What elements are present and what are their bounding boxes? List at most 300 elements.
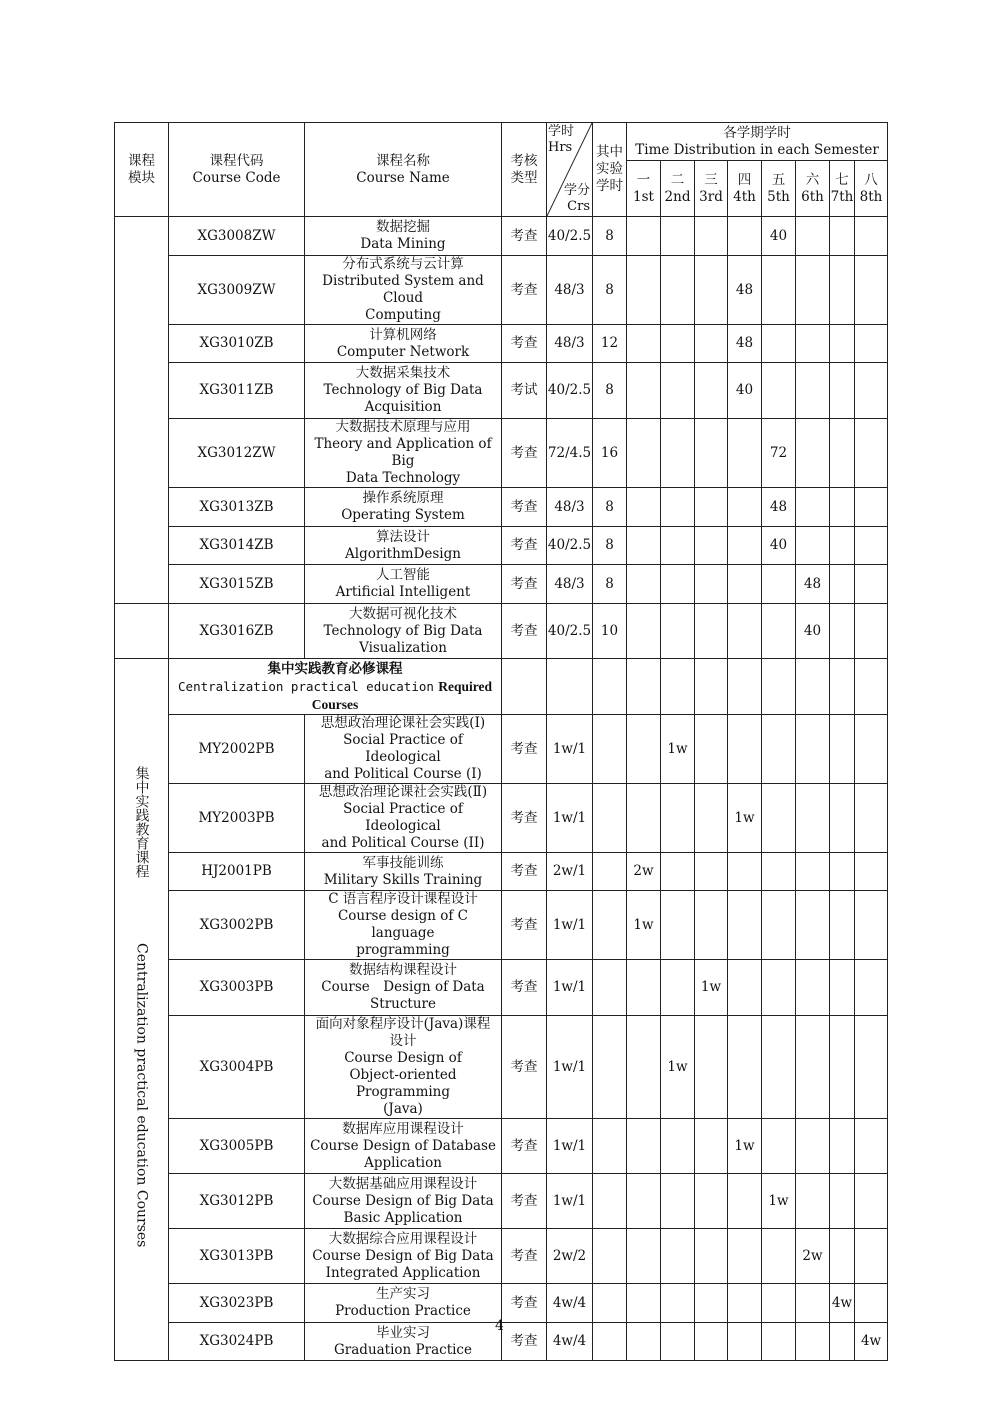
semester-hours xyxy=(830,256,855,325)
semester-hours xyxy=(661,1229,695,1284)
course-name-line: 大数据综合应用课程设计 xyxy=(328,1230,478,1247)
hours-credits: 1w/1 xyxy=(547,1119,593,1174)
semester-hours xyxy=(855,604,888,659)
course-code: HJ2001PB xyxy=(169,853,305,891)
semester-hours xyxy=(855,256,888,325)
semester-hours xyxy=(695,488,728,527)
semester-hours xyxy=(830,1119,855,1174)
semester-hours: 40 xyxy=(796,604,830,659)
hours-credits: 1w/1 xyxy=(547,715,593,784)
section-title-en xyxy=(169,678,501,696)
course-name-line: Course Design of xyxy=(344,1050,462,1066)
course-code: MY2003PB xyxy=(169,784,305,853)
semester-hours: 72 xyxy=(762,419,796,488)
table-row xyxy=(115,325,888,363)
semester-hours xyxy=(830,604,855,659)
course-code: XG3002PB xyxy=(169,891,305,960)
course-name-line: Technology of Big Data xyxy=(323,622,483,639)
semester-hours xyxy=(661,363,695,419)
semester-hours: 4w xyxy=(830,1284,855,1323)
assessment-type: 考查 xyxy=(502,960,547,1016)
semester-hours xyxy=(627,565,661,604)
lab-hours: 8 xyxy=(593,488,627,527)
course-name-line: Production Practice xyxy=(335,1303,471,1319)
hours-credits: 40/2.5 xyxy=(547,217,593,256)
course-name-line: 大数据可视化技术 xyxy=(349,605,457,622)
assessment-type: 考查 xyxy=(502,1284,547,1323)
assessment-type: 考查 xyxy=(502,217,547,256)
hours-credits: 48/3 xyxy=(547,565,593,604)
semester-hours xyxy=(627,419,661,488)
course-name-line: Application xyxy=(364,1154,442,1171)
header-semester: 一 1st xyxy=(627,161,661,217)
module-practical-education xyxy=(115,659,169,1361)
hours-credits: 4w/4 xyxy=(547,1284,593,1323)
header-semester: 七 7th xyxy=(830,161,855,217)
semester-hours xyxy=(661,784,695,853)
semester-hours xyxy=(661,1284,695,1323)
header-semester: 四 4th xyxy=(728,161,762,217)
semester-hours xyxy=(796,1016,830,1119)
assessment-type: 考查 xyxy=(502,256,547,325)
course-name-line: Course Design of Big Data xyxy=(312,1192,494,1209)
semester-hours xyxy=(661,256,695,325)
semester-hours xyxy=(796,527,830,565)
semester-hours xyxy=(796,891,830,960)
course-name xyxy=(305,1119,502,1174)
course-code: XG3009ZW xyxy=(169,256,305,325)
semester-hours xyxy=(762,1284,796,1323)
hours-credits: 2w/2 xyxy=(547,1229,593,1284)
table-row xyxy=(115,960,888,1016)
course-code: XG3015ZB xyxy=(169,565,305,604)
semester-hours: 48 xyxy=(728,325,762,363)
semester-hours xyxy=(728,853,762,891)
semester-hours xyxy=(728,891,762,960)
course-name-line: 大数据技术原理与应用 xyxy=(335,419,471,435)
course-name xyxy=(305,1229,502,1284)
semester-hours xyxy=(855,891,888,960)
semester-hours xyxy=(796,1119,830,1174)
course-name-line: 数据挖掘 xyxy=(376,219,430,235)
course-code: XG3004PB xyxy=(169,1016,305,1119)
semester-hours xyxy=(627,217,661,256)
course-code: XG3011ZB xyxy=(169,363,305,419)
lab-hours xyxy=(593,1284,627,1323)
semester-hours xyxy=(627,1229,661,1284)
semester-hours xyxy=(695,715,728,784)
semester-hours: 48 xyxy=(762,488,796,527)
semester-hours xyxy=(830,419,855,488)
header-course-code: 课程代码 Course Code xyxy=(169,123,305,217)
semester-hours: 1w xyxy=(661,715,695,784)
course-name xyxy=(305,488,502,527)
semester-hours xyxy=(855,1016,888,1119)
header-semester: 五 5th xyxy=(762,161,796,217)
semester-hours xyxy=(762,325,796,363)
semester-hours: 4w xyxy=(855,1323,888,1361)
assessment-type: 考查 xyxy=(502,715,547,784)
assessment-type: 考查 xyxy=(502,527,547,565)
semester-hours xyxy=(855,488,888,527)
lab-hours xyxy=(593,1016,627,1119)
course-name xyxy=(305,715,502,784)
semester-hours xyxy=(627,1119,661,1174)
lab-hours xyxy=(593,715,627,784)
semester-hours xyxy=(796,715,830,784)
table-row xyxy=(115,715,888,784)
assessment-type: 考查 xyxy=(502,325,547,363)
semester-hours xyxy=(728,527,762,565)
module-label-zh: 集中实践教育课程 xyxy=(133,766,150,879)
section-row xyxy=(115,659,888,715)
semester-hours xyxy=(661,891,695,960)
semester-hours xyxy=(695,325,728,363)
hours-credits: 2w/1 xyxy=(547,853,593,891)
course-name-line: Theory and Application of Big xyxy=(314,436,492,469)
course-name xyxy=(305,256,502,325)
table-row xyxy=(115,891,888,960)
header-semester: 二 2nd xyxy=(661,161,695,217)
semester-hours xyxy=(762,891,796,960)
lab-hours: 8 xyxy=(593,217,627,256)
lab-hours: 16 xyxy=(593,419,627,488)
table-row xyxy=(115,1174,888,1229)
semester-hours: 40 xyxy=(762,217,796,256)
course-code: XG3014ZB xyxy=(169,527,305,565)
section-title-en-regular: Centralization practical education xyxy=(178,678,434,694)
table-body xyxy=(115,217,888,1361)
hours-credits: 40/2.5 xyxy=(547,527,593,565)
semester-hours xyxy=(728,1174,762,1229)
course-name-line: 人工智能 xyxy=(376,567,430,583)
course-name-line: Course Design of Database xyxy=(310,1137,496,1154)
semester-hours xyxy=(728,1016,762,1119)
lab-hours: 8 xyxy=(593,527,627,565)
semester-hours xyxy=(796,1284,830,1323)
course-code: XG3013ZB xyxy=(169,488,305,527)
semester-hours xyxy=(762,256,796,325)
table-row xyxy=(115,1119,888,1174)
assessment-type: 考查 xyxy=(502,853,547,891)
course-name-line: Computer Network xyxy=(336,343,470,360)
course-code: XG3010ZB xyxy=(169,325,305,363)
assessment-type: 考查 xyxy=(502,1174,547,1229)
section-title-en-bold: Required xyxy=(438,678,492,694)
module-label-en: Centralization practical education Courses xyxy=(133,943,150,1248)
course-name-line: 面向对象程序设计(Java)课程 xyxy=(315,1016,491,1032)
hours-credits: 48/3 xyxy=(547,488,593,527)
empty-cell xyxy=(762,659,796,715)
course-name-line: Data Technology xyxy=(345,470,461,486)
table-row xyxy=(115,217,888,256)
table-row xyxy=(115,1229,888,1284)
semester-hours xyxy=(855,715,888,784)
course-name-line: 生产实习 xyxy=(376,1286,430,1302)
course-name-line: Visualization xyxy=(359,639,447,656)
hours-credits: 4w/4 xyxy=(547,1323,593,1361)
semester-hours xyxy=(762,604,796,659)
empty-cell xyxy=(661,659,695,715)
semester-hours xyxy=(796,1174,830,1229)
semester-hours xyxy=(855,784,888,853)
semester-hours: 1w xyxy=(695,960,728,1016)
lab-hours: 8 xyxy=(593,363,627,419)
course-name-line: 思想政治理论课社会实践(Ⅰ) xyxy=(320,715,486,731)
course-name xyxy=(305,1016,502,1119)
course-name-line: 数据库应用课程设计 xyxy=(342,1120,464,1137)
course-name-line: Object-oriented Programming xyxy=(349,1067,457,1100)
course-name xyxy=(305,604,502,659)
semester-hours xyxy=(796,325,830,363)
semester-hours xyxy=(661,604,695,659)
course-code: XG3016ZB xyxy=(169,604,305,659)
semester-hours xyxy=(796,363,830,419)
semester-hours xyxy=(855,363,888,419)
assessment-type: 考查 xyxy=(502,604,547,659)
semester-hours xyxy=(627,1284,661,1323)
course-name xyxy=(305,1174,502,1229)
semester-hours xyxy=(728,217,762,256)
course-code: XG3008ZW xyxy=(169,217,305,256)
semester-hours xyxy=(627,960,661,1016)
assessment-type: 考查 xyxy=(502,488,547,527)
header-assessment-type: 考核 类型 xyxy=(502,123,547,217)
hours-credits: 40/2.5 xyxy=(547,604,593,659)
semester-hours xyxy=(728,488,762,527)
table-row xyxy=(115,1284,888,1323)
semester-hours xyxy=(830,891,855,960)
semester-hours: 1w xyxy=(627,891,661,960)
assessment-type: 考查 xyxy=(502,565,547,604)
semester-hours xyxy=(796,419,830,488)
semester-hours xyxy=(695,1119,728,1174)
hours-credits: 40/2.5 xyxy=(547,363,593,419)
semester-hours xyxy=(855,1174,888,1229)
empty-cell xyxy=(855,659,888,715)
semester-hours xyxy=(695,853,728,891)
empty-cell xyxy=(695,659,728,715)
empty-cell xyxy=(830,659,855,715)
course-code: XG3023PB xyxy=(169,1284,305,1323)
semester-hours xyxy=(695,1229,728,1284)
curriculum-table xyxy=(114,122,888,1361)
course-name-line: Basic Application xyxy=(343,1209,463,1226)
semester-hours xyxy=(661,419,695,488)
semester-hours: 40 xyxy=(762,527,796,565)
semester-hours xyxy=(796,217,830,256)
course-name-line: 毕业实习 xyxy=(376,1324,430,1341)
semester-hours xyxy=(695,363,728,419)
course-name-line: 军事技能训练 xyxy=(362,854,444,871)
course-name-line: Acquisition xyxy=(364,399,442,415)
semester-hours xyxy=(855,419,888,488)
hours-credits: 1w/1 xyxy=(547,1174,593,1229)
course-name-line: Structure xyxy=(370,996,436,1012)
header-semester: 六 6th xyxy=(796,161,830,217)
course-name-line: 分布式系统与云计算 xyxy=(342,256,464,272)
semester-hours xyxy=(830,363,855,419)
course-code: XG3012PB xyxy=(169,1174,305,1229)
course-name xyxy=(305,325,502,363)
course-name-line: Operating System xyxy=(341,507,465,523)
hours-credits: 48/3 xyxy=(547,325,593,363)
course-name-line: Artificial Intelligent xyxy=(335,584,471,600)
header-lab-hours: 其中 实验 学时 xyxy=(593,123,627,217)
semester-hours xyxy=(762,1229,796,1284)
semester-hours xyxy=(796,960,830,1016)
assessment-type: 考查 xyxy=(502,1016,547,1119)
assessment-type: 考查 xyxy=(502,891,547,960)
semester-hours xyxy=(830,1174,855,1229)
empty-cell xyxy=(593,659,627,715)
table-row xyxy=(115,853,888,891)
lab-hours xyxy=(593,1174,627,1229)
semester-hours xyxy=(728,419,762,488)
semester-hours xyxy=(627,527,661,565)
semester-hours xyxy=(830,565,855,604)
lab-hours xyxy=(593,784,627,853)
semester-hours: 1w xyxy=(728,784,762,853)
semester-hours xyxy=(627,784,661,853)
semester-hours xyxy=(661,527,695,565)
semester-hours xyxy=(695,565,728,604)
semester-hours xyxy=(695,1174,728,1229)
table-row xyxy=(115,784,888,853)
module-cell xyxy=(115,217,169,604)
lab-hours: 8 xyxy=(593,565,627,604)
semester-hours xyxy=(695,217,728,256)
assessment-type: 考查 xyxy=(502,419,547,488)
course-name-line: programming xyxy=(356,942,450,958)
semester-hours xyxy=(762,960,796,1016)
semester-hours xyxy=(855,1119,888,1174)
semester-hours xyxy=(627,488,661,527)
course-name xyxy=(305,891,502,960)
assessment-type: 考查 xyxy=(502,1119,547,1174)
header-hours-credits: 学时 Hrs 学分 Crs xyxy=(547,123,593,217)
course-name-line: Social Practice of Ideological xyxy=(343,732,463,765)
semester-hours xyxy=(762,784,796,853)
semester-hours xyxy=(855,527,888,565)
lab-hours xyxy=(593,1119,627,1174)
table-row xyxy=(115,527,888,565)
semester-hours xyxy=(830,325,855,363)
semester-hours xyxy=(762,1119,796,1174)
course-name-line: and Political Course (I) xyxy=(324,766,482,782)
course-code: XG3005PB xyxy=(169,1119,305,1174)
course-name-line: Distributed System and Cloud xyxy=(322,273,484,306)
semester-hours xyxy=(830,488,855,527)
semester-hours xyxy=(762,363,796,419)
semester-hours: 48 xyxy=(796,565,830,604)
header-semester: 八 8th xyxy=(855,161,888,217)
course-name-line: Technology of Big Data xyxy=(323,382,483,398)
semester-hours xyxy=(728,1229,762,1284)
course-name xyxy=(305,419,502,488)
semester-hours xyxy=(695,891,728,960)
lab-hours xyxy=(593,853,627,891)
course-name-line: C 语言程序设计课程设计 xyxy=(328,891,478,907)
semester-hours xyxy=(830,784,855,853)
course-name-line: (Java) xyxy=(383,1101,423,1117)
semester-hours xyxy=(627,325,661,363)
semester-hours xyxy=(796,853,830,891)
semester-hours xyxy=(661,488,695,527)
assessment-type: 考查 xyxy=(502,1323,547,1361)
semester-hours xyxy=(762,715,796,784)
semester-hours xyxy=(695,784,728,853)
semester-hours xyxy=(830,527,855,565)
semester-hours: 48 xyxy=(728,256,762,325)
semester-hours xyxy=(661,565,695,604)
course-name-line: Computing xyxy=(365,307,441,323)
assessment-type: 考试 xyxy=(502,363,547,419)
hours-credits: 1w/1 xyxy=(547,784,593,853)
semester-hours xyxy=(661,1119,695,1174)
course-name-line: Military Skills Training xyxy=(323,871,483,888)
course-code: XG3003PB xyxy=(169,960,305,1016)
course-name-line: 设计 xyxy=(389,1033,417,1049)
course-code: XG3024PB xyxy=(169,1323,305,1361)
semester-hours xyxy=(855,853,888,891)
semester-hours xyxy=(661,853,695,891)
semester-hours xyxy=(830,853,855,891)
course-name-line: Course design of C language xyxy=(337,908,469,941)
lab-hours xyxy=(593,1229,627,1284)
semester-hours xyxy=(627,363,661,419)
course-name-line: Integrated Application xyxy=(325,1264,481,1281)
semester-hours xyxy=(627,1016,661,1119)
semester-hours xyxy=(627,604,661,659)
semester-hours xyxy=(695,604,728,659)
semester-hours xyxy=(855,325,888,363)
section-title-en-bold-2: Courses xyxy=(311,696,359,712)
course-name xyxy=(305,784,502,853)
lab-hours: 12 xyxy=(593,325,627,363)
semester-hours xyxy=(728,960,762,1016)
empty-cell xyxy=(502,659,547,715)
course-name xyxy=(305,1284,502,1323)
course-code: MY2002PB xyxy=(169,715,305,784)
semester-hours xyxy=(796,488,830,527)
course-name-line: 数据结构课程设计 xyxy=(349,962,457,978)
course-name xyxy=(305,565,502,604)
course-name-line: 操作系统原理 xyxy=(362,490,444,506)
course-name xyxy=(305,363,502,419)
semester-hours xyxy=(762,853,796,891)
course-name-line: 计算机网络 xyxy=(369,326,437,343)
semester-hours xyxy=(627,715,661,784)
semester-hours xyxy=(762,565,796,604)
semester-hours xyxy=(855,960,888,1016)
section-title xyxy=(169,659,502,715)
header-module: 课程 模块 xyxy=(115,123,169,217)
semester-hours xyxy=(855,565,888,604)
course-code: XG3013PB xyxy=(169,1229,305,1284)
semester-hours xyxy=(728,715,762,784)
empty-cell xyxy=(627,659,661,715)
semester-hours xyxy=(830,960,855,1016)
table-row xyxy=(115,488,888,527)
lab-hours: 8 xyxy=(593,256,627,325)
semester-hours xyxy=(796,784,830,853)
semester-hours: 1w xyxy=(728,1119,762,1174)
course-name-line: Data Mining xyxy=(360,236,446,252)
course-name xyxy=(305,960,502,1016)
table-row xyxy=(115,565,888,604)
hours-credits: 1w/1 xyxy=(547,891,593,960)
